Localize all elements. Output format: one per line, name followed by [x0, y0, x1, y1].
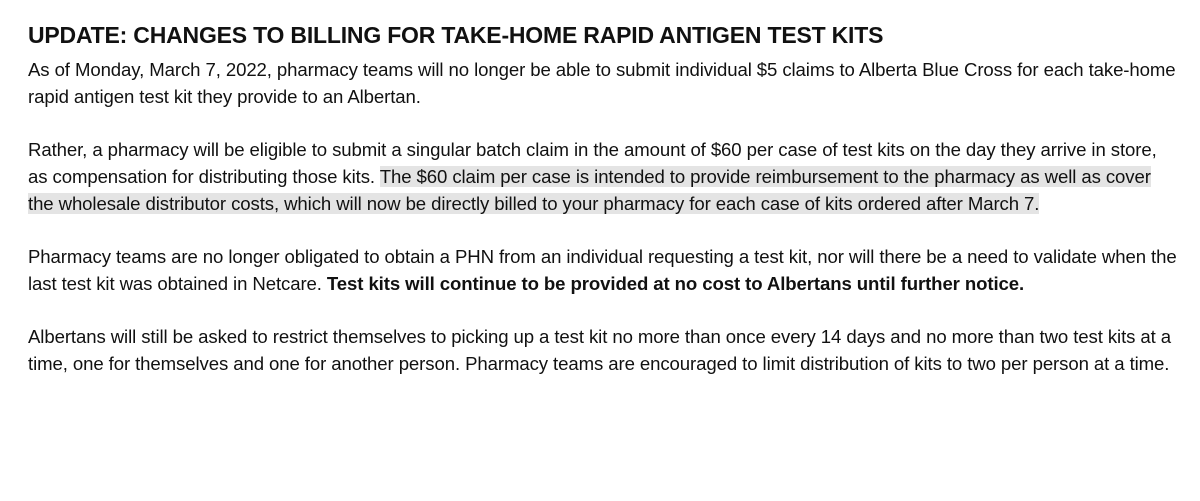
paragraph-phn-requirement	[28, 243, 1178, 297]
paragraph-pickup-limits: Albertans will still be asked to restrict themselves to picking up a test kit no more than once every 14 days and no more than two test kits at a time, one for themselves and one for another person. Pharmacy teams are encouraged to limit distribution of kits to two per person at a time.	[28, 326, 1172, 374]
document	[28, 18, 1178, 403]
batch-claim-text: Rather, a pharmacy will be eligible to submit a singular batch claim in the amount of $60 per case of test kits on the day they arrive in store, as compensation for distributing those kits.	[28, 139, 1157, 187]
paragraph-batch-claim	[28, 136, 1178, 217]
phn-text: Pharmacy teams are no longer obligated to obtain a PHN from an individual requesting a test kit, nor will there be a need to validate when the last test kit was obtained in Netcare.	[28, 246, 1177, 294]
document-title: UPDATE: CHANGES TO BILLING FOR TAKE-HOME RAPID ANTIGEN TEST KITS	[28, 22, 884, 48]
paragraph-effective-date: As of Monday, March 7, 2022, pharmacy teams will no longer be able to submit individual $5 claims to Alberta Blue Cross for each take-home rapid antigen test kit they provide to an Albertan.	[28, 59, 1176, 107]
no-cost-notice: Test kits will continue to be provided at no cost to Albertans until further notice.	[326, 273, 1025, 294]
highlighted-reimbursement-text: The $60 claim per case is intended to provide reimbursement to the pharmacy as well as cover the wholesale distributor costs, which will now be directly billed to your pharmacy for each case of kits ordered after March 7.	[28, 166, 1151, 214]
